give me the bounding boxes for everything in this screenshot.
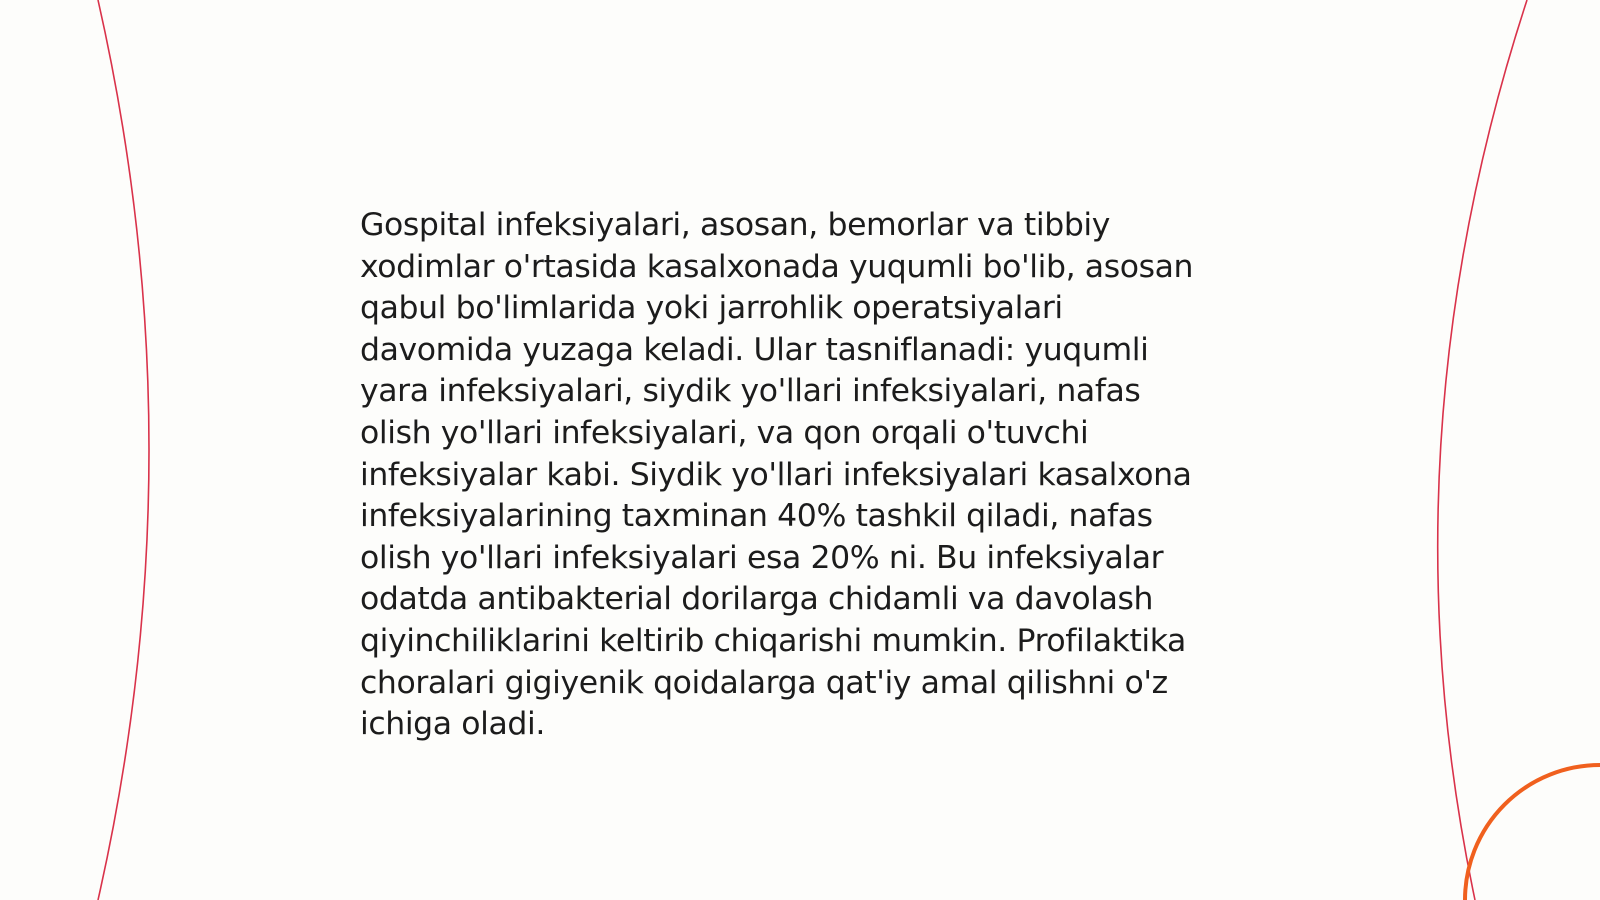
body-line: ichiga oladi. [360,706,545,743]
body-line: infeksiyalar kabi. Siydik yo'llari infeksiyalari kasalxona [360,456,1192,493]
body-line: choralari gigiyenik qoidalarga qat'iy amal qilishni o'z [360,664,1168,701]
body-line: yara infeksiyalari, siydik yo'llari infeksiyalari, nafas [360,373,1141,410]
body-line: qiyinchiliklarini keltirib chiqarishi mumkin. Profilaktika [360,622,1186,659]
right-curve-line [1438,0,1527,900]
body-line: qabul bo'limlarida yoki jarrohlik operatsiyalari [360,290,1063,327]
body-paragraph [360,205,1260,746]
body-line: infeksiyalarining taxminan 40% tashkil qiladi, nafas [360,498,1153,535]
body-line: odatda antibakterial dorilarga chidamli va davolash [360,581,1154,618]
body-line: olish yo'llari infeksiyalari esa 20% ni. Bu infeksiyalar [360,539,1164,576]
body-line: xodimlar o'rtasida kasalxonada yuqumli bo'lib, asosan [360,248,1194,285]
body-line: davomida yuzaga keladi. Ular tasniflanadi: yuqumli [360,331,1149,368]
left-curve-line [98,0,149,900]
accent-arc [1465,765,1600,900]
body-line: olish yo'llari infeksiyalari, va qon orqali o'tuvchi [360,414,1089,451]
body-line: Gospital infeksiyalari, asosan, bemorlar va tibbiy [360,207,1111,243]
